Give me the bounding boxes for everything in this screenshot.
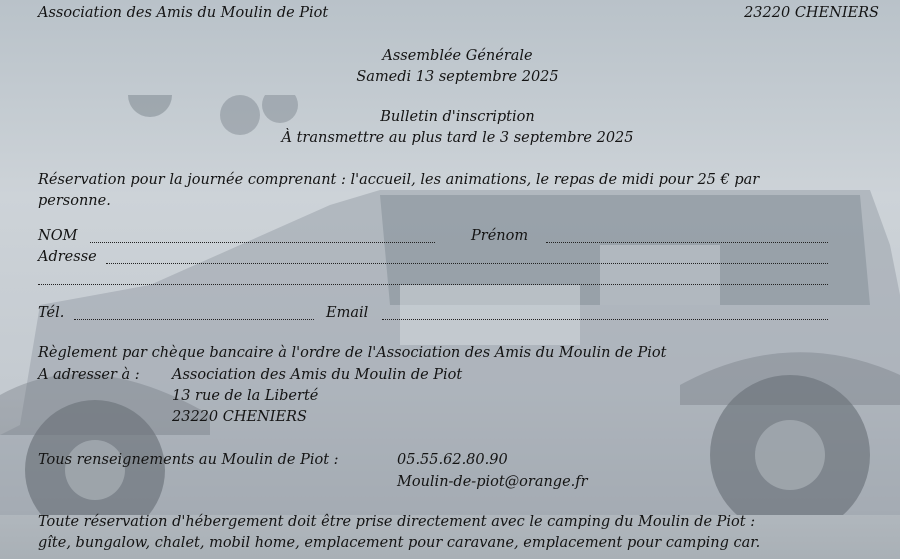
nom-label: NOM [38, 228, 78, 244]
contact-email: Moulin-de-piot@orange.fr [397, 474, 588, 490]
lodging-line-1: Toute réservation d'hébergement doit être prise directement avec le camping du Moulin de Piot : [38, 514, 756, 530]
association-name: Association des Amis du Moulin de Piot [38, 5, 329, 21]
reservation-line-1: Réservation pour la journée comprenant : l'accueil, les animations, le repas de midi pour 25 € par [38, 172, 760, 188]
email-label: Email [326, 305, 369, 321]
tel-label: Tél. [38, 305, 65, 321]
prenom-field[interactable] [546, 242, 828, 243]
adresse-label: Adresse [38, 249, 97, 265]
form-deadline: À transmettre au plus tard le 3 septembre 2025 [281, 130, 634, 146]
payment-instructions: Règlement par chèque bancaire à l'ordre de l'Association des Amis du Moulin de Piot [38, 345, 667, 361]
address-line-3: 23220 CHENIERS [172, 409, 307, 425]
event-title: Assemblée Générale [382, 48, 533, 64]
address-line-1: Association des Amis du Moulin de Piot [172, 367, 463, 383]
adresse-field-line-2[interactable] [38, 284, 828, 285]
address-line-2: 13 rue de la Liberté [172, 388, 319, 404]
nom-field[interactable] [90, 242, 435, 243]
event-date: Samedi 13 septembre 2025 [356, 69, 559, 85]
lodging-line-2: gîte, bungalow, chalet, mobil home, emplacement pour caravane, emplacement pour camping car. [38, 535, 761, 551]
header-postcode-city: 23220 CHENIERS [744, 5, 879, 21]
contact-phone: 05.55.62.80.90 [397, 452, 508, 468]
tel-field[interactable] [74, 319, 314, 320]
reservation-line-2: personne. [38, 193, 111, 209]
form-title: Bulletin d'inscription [380, 109, 535, 125]
address-label: A adresser à : [38, 367, 140, 383]
email-field[interactable] [382, 319, 828, 320]
prenom-label: Prénom [471, 228, 529, 244]
contact-label: Tous renseignements au Moulin de Piot : [38, 452, 339, 468]
adresse-field[interactable] [106, 263, 828, 264]
